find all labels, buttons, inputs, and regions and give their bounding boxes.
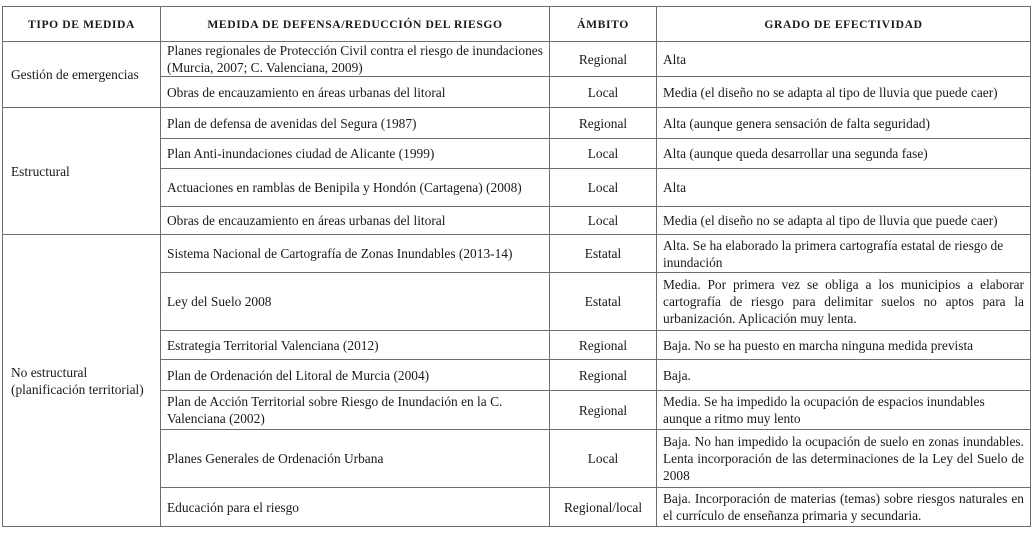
- table-row: [3, 108, 1031, 139]
- grado-cell: Media. Se ha impedido la ocupación de espacios inundables aunque a ritmo muy lento: [657, 391, 1031, 430]
- ambito-cell: Local: [550, 430, 657, 488]
- medida-cell: Planes Generales de Ordenación Urbana: [161, 430, 550, 488]
- ambito-cell: Estatal: [550, 235, 657, 273]
- header-medida: MEDIDA DE DEFENSA/REDUCCIÓN DEL RIESGO: [161, 7, 550, 42]
- group-type-cell: No estructural (planificación territorial): [3, 235, 161, 527]
- table-header-row: [3, 7, 1031, 42]
- grado-cell: Baja. No se ha puesto en marcha ninguna medida prevista: [657, 331, 1031, 360]
- grado-cell: Alta: [657, 42, 1031, 77]
- grado-cell: Alta: [657, 169, 1031, 207]
- grado-cell: Media (el diseño no se adapta al tipo de lluvia que puede caer): [657, 77, 1031, 108]
- group-type-cell: Gestión de emergencias: [3, 42, 161, 108]
- medida-cell: Estrategia Territorial Valenciana (2012): [161, 331, 550, 360]
- header-grado: GRADO DE EFECTIVIDAD: [657, 7, 1031, 42]
- ambito-cell: Local: [550, 207, 657, 235]
- ambito-cell: Local: [550, 169, 657, 207]
- medida-cell: Educación para el riesgo: [161, 488, 550, 527]
- medida-cell: Ley del Suelo 2008: [161, 273, 550, 331]
- medida-cell: Actuaciones en ramblas de Benipila y Hondón (Cartagena) (2008): [161, 169, 550, 207]
- medida-cell: Plan de defensa de avenidas del Segura (1987): [161, 108, 550, 139]
- header-tipo: TIPO DE MEDIDA: [3, 7, 161, 42]
- ambito-cell: Regional: [550, 331, 657, 360]
- medida-cell: Plan de Acción Territorial sobre Riesgo de Inundación en la C. Valenciana (2002): [161, 391, 550, 430]
- medida-cell: Plan Anti-inundaciones ciudad de Alicante (1999): [161, 139, 550, 169]
- header-ambito: ÁMBITO: [550, 7, 657, 42]
- grado-cell: Alta (aunque queda desarrollar una segunda fase): [657, 139, 1031, 169]
- ambito-cell: Regional: [550, 391, 657, 430]
- medida-cell: Planes regionales de Protección Civil contra el riesgo de inundaciones (Murcia, 2007; C. Valenciana, 2009): [161, 42, 550, 77]
- ambito-cell: Local: [550, 139, 657, 169]
- ambito-cell: Regional: [550, 108, 657, 139]
- ambito-cell: Regional/local: [550, 488, 657, 527]
- grado-cell: Media. Por primera vez se obliga a los municipios a elaborar cartografía de riesgo para delimitar suelos no aptos para la urbanización. Aplicación muy lenta.: [657, 273, 1031, 331]
- ambito-cell: Regional: [550, 42, 657, 77]
- grado-cell: Alta. Se ha elaborado la primera cartografía estatal de riesgo de inundación: [657, 235, 1031, 273]
- ambito-cell: Regional: [550, 360, 657, 391]
- grado-cell: Media (el diseño no se adapta al tipo de lluvia que puede caer): [657, 207, 1031, 235]
- medida-cell: Plan de Ordenación del Litoral de Murcia (2004): [161, 360, 550, 391]
- grado-cell: Baja.: [657, 360, 1031, 391]
- medida-cell: Obras de encauzamiento en áreas urbanas del litoral: [161, 77, 550, 108]
- grado-cell: Alta (aunque genera sensación de falta seguridad): [657, 108, 1031, 139]
- medida-cell: Obras de encauzamiento en áreas urbanas del litoral: [161, 207, 550, 235]
- ambito-cell: Estatal: [550, 273, 657, 331]
- grado-cell: Baja. Incorporación de materias (temas) sobre riesgos naturales en el currículo de enseñanza primaria y secundaria.: [657, 488, 1031, 527]
- grado-cell: Baja. No han impedido la ocupación de suelo en zonas inundables. Lenta incorporación de las determinaciones de la Ley del Suelo de 2008: [657, 430, 1031, 488]
- medida-cell: Sistema Nacional de Cartografía de Zonas Inundables (2013-14): [161, 235, 550, 273]
- ambito-cell: Local: [550, 77, 657, 108]
- risk-measures-table: [2, 6, 1031, 527]
- table-row: [3, 235, 1031, 273]
- group-type-cell: Estructural: [3, 108, 161, 235]
- table-row: [3, 42, 1031, 77]
